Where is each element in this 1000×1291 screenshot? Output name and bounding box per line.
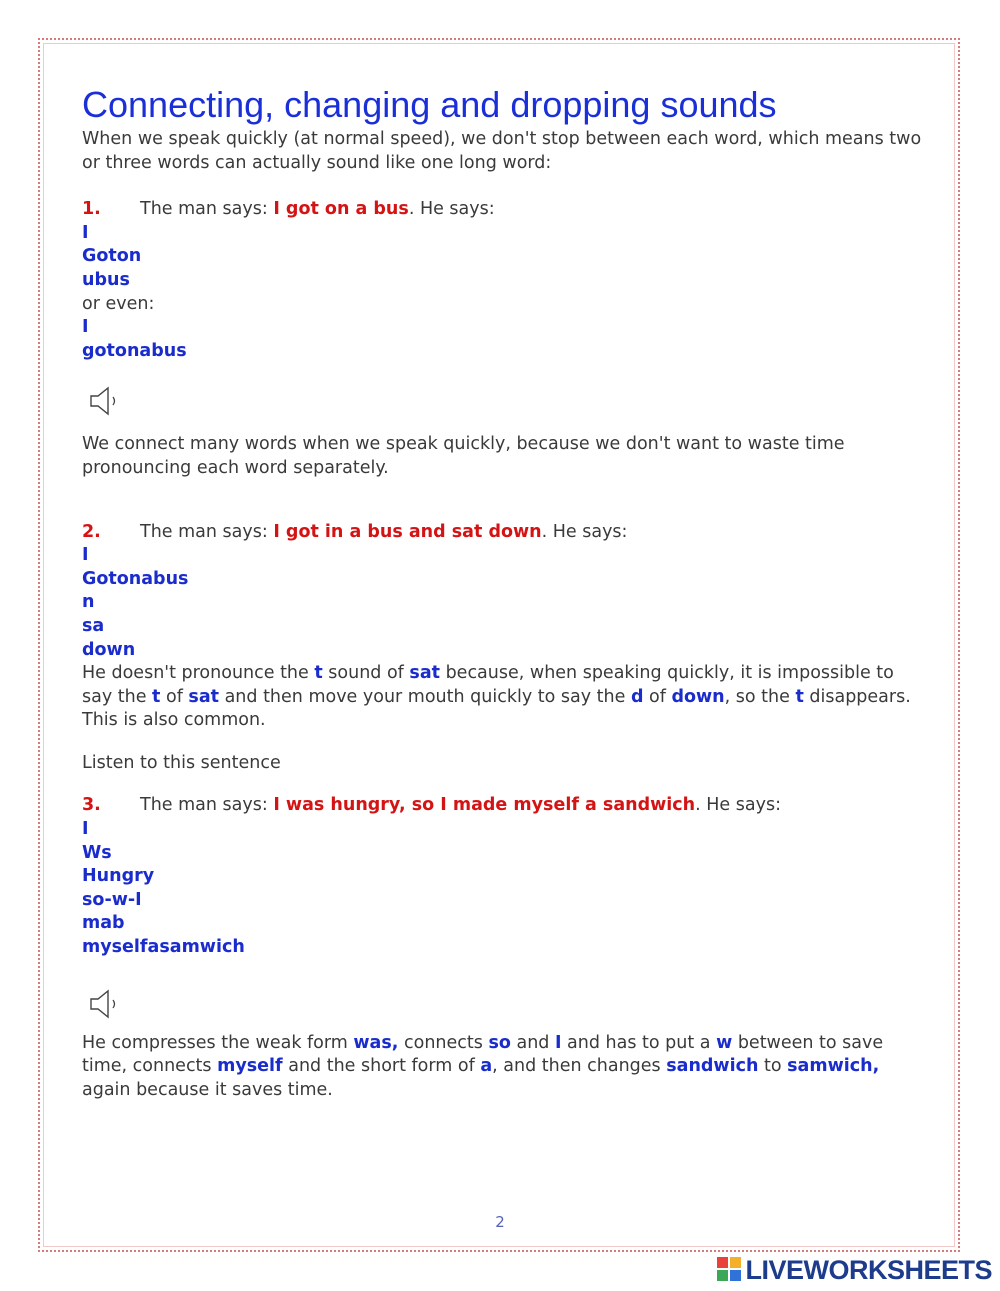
highlight-word: myself bbox=[217, 1056, 283, 1077]
section-2-lead: The man says: bbox=[140, 521, 274, 542]
section-1-tail: . He says: bbox=[408, 199, 495, 220]
highlight-word: was, bbox=[353, 1032, 399, 1053]
highlight-word: w bbox=[716, 1032, 733, 1053]
section-1-lead: The man says: bbox=[140, 199, 274, 220]
section-1-heading bbox=[82, 198, 922, 222]
text-run: between to save time, connects bbox=[82, 1032, 884, 1077]
text-run: to bbox=[758, 1056, 788, 1077]
section-2-explanation bbox=[82, 662, 922, 733]
highlight-word: sandwich bbox=[666, 1056, 759, 1077]
section-1-word: Goton bbox=[82, 246, 142, 267]
highlight-word: t bbox=[314, 663, 323, 684]
highlight-word: a bbox=[480, 1056, 493, 1077]
highlight-word: so bbox=[488, 1032, 511, 1053]
speaker-icon[interactable] bbox=[88, 385, 124, 417]
page-number: 2 bbox=[495, 1213, 505, 1231]
section-1-word: I bbox=[82, 317, 89, 338]
section-3-word: Ws bbox=[82, 842, 112, 863]
text-run: He doesn't pronounce the bbox=[82, 663, 315, 684]
highlight-word: t bbox=[795, 686, 804, 707]
section-2-heading bbox=[82, 521, 922, 545]
brand-name: LIVEWORKSHEETS bbox=[745, 1254, 992, 1285]
section-2-number: 2. bbox=[82, 521, 101, 542]
text-run: again because it saves time. bbox=[82, 1079, 333, 1100]
text-run: and then move your mouth quickly to say the bbox=[219, 686, 631, 707]
section-3-word: so-w-I bbox=[82, 889, 142, 910]
intro-paragraph: When we speak quickly (at normal speed), we don't stop between each word, which means two or three words can actually sound like one long word: bbox=[82, 129, 922, 173]
highlight-word: down bbox=[671, 686, 725, 707]
section-2-word: n bbox=[82, 592, 95, 613]
highlight-word: sat bbox=[409, 663, 440, 684]
section-1-word: gotonabus bbox=[82, 340, 187, 361]
text-run: disappears. This is also common. bbox=[82, 686, 911, 731]
highlight-word: d bbox=[630, 686, 644, 707]
section-1-explanation: We connect many words when we speak quickly, because we don't want to waste time pronouncing each word separately. bbox=[82, 434, 845, 478]
section-3-heading bbox=[82, 794, 922, 818]
text-run: and the short form of bbox=[282, 1056, 481, 1077]
text-run: and bbox=[510, 1032, 555, 1053]
section-3-explanation bbox=[82, 1032, 922, 1103]
text-run: , and then changes bbox=[492, 1056, 667, 1077]
liveworksheets-logo[interactable] bbox=[717, 1255, 992, 1285]
section-2-word: I bbox=[82, 545, 89, 566]
section-3-number: 3. bbox=[82, 795, 101, 816]
section-1-word: ubus bbox=[82, 269, 130, 290]
text-run: He compresses the weak form bbox=[82, 1032, 354, 1053]
text-run: connects bbox=[398, 1032, 489, 1053]
section-2-word: sa bbox=[82, 615, 105, 636]
highlight-word: t bbox=[152, 686, 161, 707]
section-3-phrase: I was hungry, so I made myself a sandwich bbox=[273, 795, 696, 816]
audio-button-1[interactable] bbox=[82, 363, 922, 433]
page-title: Connecting, changing and dropping sounds bbox=[82, 84, 777, 125]
section-2-tail: . He says: bbox=[541, 521, 628, 542]
section-3-word: I bbox=[82, 819, 89, 840]
highlight-word: samwich, bbox=[787, 1056, 880, 1077]
section-1-number: 1. bbox=[82, 199, 101, 220]
section-3-word: mab bbox=[82, 913, 125, 934]
highlight-word: sat bbox=[188, 686, 220, 707]
section-1-phrase: I got on a bus bbox=[273, 199, 409, 220]
listen-prompt: Listen to this sentence bbox=[82, 752, 281, 773]
text-run: because, when speaking quickly, it is impossible to say the bbox=[82, 663, 894, 707]
worksheet-content bbox=[82, 84, 922, 1102]
section-2-word: down bbox=[82, 639, 136, 660]
section-3-tail: . He says: bbox=[695, 795, 781, 816]
text-run: of bbox=[160, 686, 189, 707]
text-run: sound of bbox=[322, 663, 410, 684]
section-3-lead: The man says: bbox=[140, 795, 274, 816]
audio-button-2[interactable] bbox=[82, 960, 922, 1032]
text-run: of bbox=[643, 686, 672, 707]
highlight-word: I bbox=[554, 1032, 562, 1053]
logo-mark-icon bbox=[717, 1257, 743, 1283]
section-2-word: Gotonabus bbox=[82, 568, 189, 589]
section-1-word: I bbox=[82, 222, 89, 243]
text-run: and has to put a bbox=[561, 1032, 717, 1053]
speaker-icon[interactable] bbox=[88, 988, 124, 1020]
section-3-word: myselfasamwich bbox=[82, 937, 245, 958]
section-1-or-even: or even: bbox=[82, 293, 155, 314]
section-2-phrase: I got in a bus and sat down bbox=[273, 521, 542, 542]
text-run: , so the bbox=[724, 686, 796, 707]
section-3-word: Hungry bbox=[82, 866, 155, 887]
